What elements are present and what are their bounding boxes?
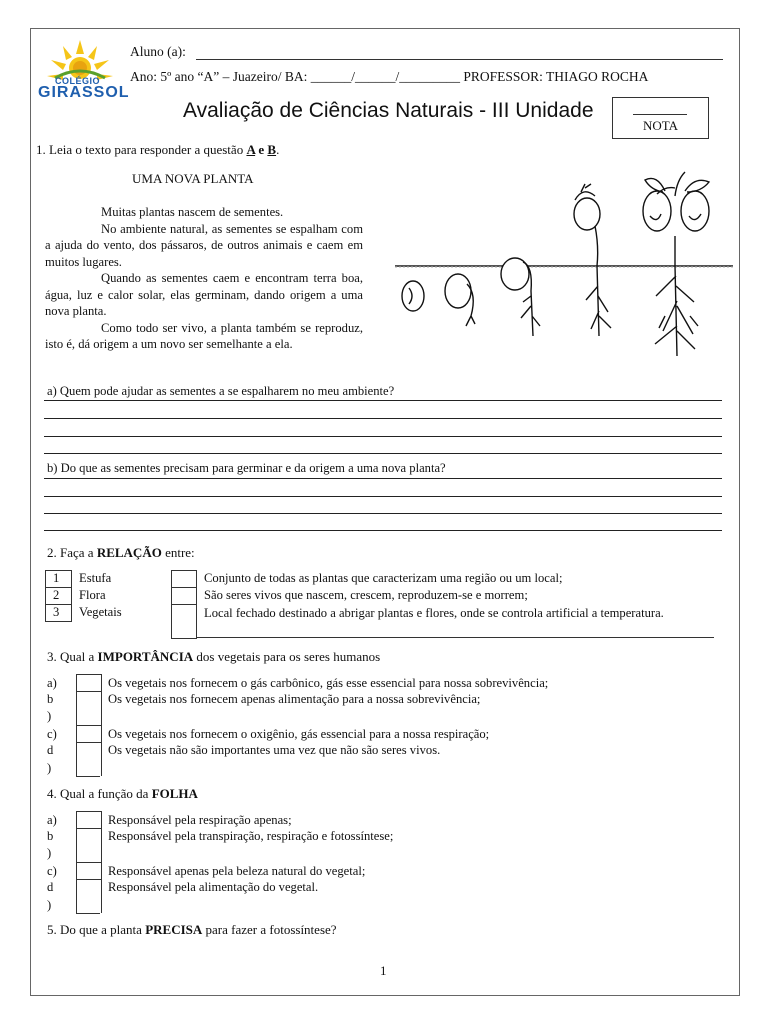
option-text: Os vegetais não são importantes uma vez que não são seres vivos. [108, 743, 441, 757]
nota-field[interactable] [633, 114, 687, 115]
paragraph: Muitas plantas nascem de sementes. [101, 205, 284, 219]
q1-prompt: 1. Leia o texto para responder a questão A e B. [36, 142, 280, 157]
relation-definition: São seres vivos que nascem, crescem, reproduzem-se e morrem; [204, 588, 528, 602]
q4-prompt: 4. Qual a função da FOLHA [47, 786, 198, 801]
option-text: Os vegetais nos fornecem apenas alimentação para a nossa sobrevivência; [108, 692, 481, 706]
aluno-label: Aluno (a): [130, 44, 186, 59]
option-letter: ) [47, 709, 52, 723]
option-text: Os vegetais nos fornecem o gás carbônico, gás esse essencial para nossa sobrevivência; [108, 676, 549, 690]
paragraph: Como todo ser vivo, a planta também se reproduz, isto é, dá origem a um novo ser semelhante a ela. [45, 320, 363, 351]
q1a-prompt: a) Quem pode ajudar as sementes a se espalharem no meu ambiente? [47, 384, 395, 398]
logo-line1: COLÉGIO [55, 76, 101, 86]
answer-checkbox[interactable] [76, 674, 102, 692]
answer-checkbox[interactable] [76, 742, 102, 776]
q2-prompt: 2. Faça a RELAÇÃO entre: [47, 545, 195, 560]
page-number: 1 [380, 963, 387, 978]
nota-label: NOTA [642, 118, 679, 133]
relation-answer-box[interactable] [171, 587, 197, 605]
q5-prompt: 5. Do que a planta PRECISA para fazer a fotossíntese? [47, 922, 337, 937]
relation-number: 3 [53, 605, 60, 619]
answer-line[interactable] [44, 400, 722, 401]
answer-line[interactable] [44, 453, 722, 454]
option-letter: d [47, 743, 54, 757]
answer-checkbox[interactable] [76, 811, 102, 829]
answer-checkbox[interactable] [76, 828, 102, 862]
paragraph: No ambiente natural, as sementes se espalham com a ajuda do vento, dos pássaros, de outros animais e caem em muitos lugares. [45, 221, 363, 269]
option-letter: b [47, 692, 54, 706]
option-letter: b [47, 829, 54, 843]
answer-checkbox[interactable] [76, 725, 102, 743]
relation-term: Vegetais [79, 605, 122, 619]
option-text: Responsável apenas pela beleza natural do vegetal; [108, 864, 366, 878]
relation-term: Estufa [79, 571, 112, 585]
table-bottom-line [196, 637, 714, 638]
option-text: Os vegetais nos fornecem o oxigênio, gás essencial para a nossa respiração; [108, 727, 490, 741]
option-text: Responsável pela alimentação do vegetal. [108, 880, 319, 894]
option-letter: a) [47, 676, 57, 690]
relation-term: Flora [79, 588, 106, 602]
relation-definition: Conjunto de todas as plantas que caracterizam uma região ou um local; [204, 571, 563, 585]
relation-answer-box[interactable] [171, 570, 197, 588]
reading-text [45, 204, 363, 353]
answer-line[interactable] [44, 436, 722, 437]
q3-prompt: 3. Qual a IMPORTÂNCIA dos vegetais para os seres humanos [47, 649, 381, 664]
answer-checkbox[interactable] [76, 691, 102, 725]
option-letter: c) [47, 864, 57, 878]
nota-box [612, 97, 709, 139]
answer-line[interactable] [44, 478, 722, 479]
relation-answer-box[interactable] [171, 604, 197, 639]
answer-line[interactable] [44, 530, 722, 531]
option-letter: ) [47, 761, 52, 775]
text-title: UMA NOVA PLANTA [132, 171, 254, 186]
option-text: Responsável pela respiração apenas; [108, 813, 292, 827]
answer-line[interactable] [44, 418, 722, 419]
option-letter: a) [47, 813, 57, 827]
relation-number: 1 [53, 571, 60, 585]
answer-line[interactable] [44, 496, 722, 497]
option-letter: ) [47, 898, 52, 912]
option-letter: d [47, 880, 54, 894]
box-bottom-border [76, 776, 100, 777]
option-text: Responsável pela transpiração, respiração e fotossíntese; [108, 829, 394, 843]
germination-illustration [395, 166, 733, 366]
q1b-prompt: b) Do que as sementes precisam para germinar e da origem a uma nova planta? [47, 461, 446, 475]
logo-line2: GIRASSOL [38, 84, 130, 101]
relation-definition: Local fechado destinado a abrigar plantas e flores, onde se controla artificial a temperatura. [204, 606, 664, 620]
ano-line: Ano: 5º ano “A” – Juazeiro/ BA: ______/______/_________ PROFESSOR: THIAGO ROCHA [130, 69, 649, 84]
relation-number: 2 [53, 588, 60, 602]
paragraph: Quando as sementes caem e encontram terra boa, água, luz e calor solar, elas germinam, dando origem a uma nova planta. [45, 271, 363, 318]
box-bottom-border [76, 913, 100, 914]
answer-checkbox[interactable] [76, 862, 102, 880]
page-title: Avaliação de Ciências Naturais - III Unidade [183, 99, 594, 122]
answer-checkbox[interactable] [76, 879, 102, 913]
option-letter: c) [47, 727, 57, 741]
aluno-name-field[interactable] [196, 59, 723, 60]
option-letter: ) [47, 846, 52, 860]
answer-line[interactable] [44, 513, 722, 514]
